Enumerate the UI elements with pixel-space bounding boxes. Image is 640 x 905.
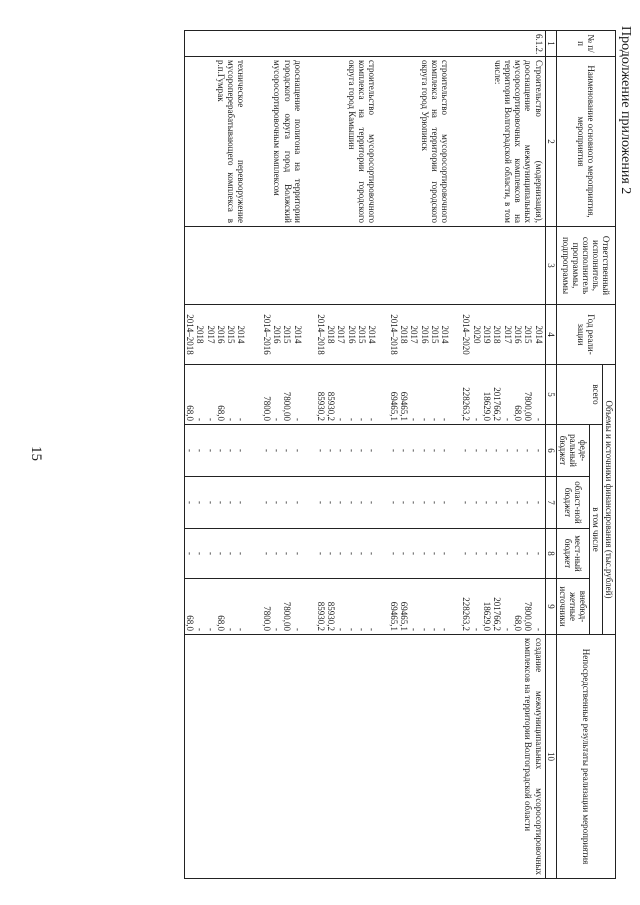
federal-value: - (236, 449, 247, 452)
result-cell (304, 635, 379, 879)
measure-name: техническое перевооружение мусороперерабатывающего комплекса в р.п.Гумрак (184, 57, 247, 227)
total-list (304, 365, 379, 425)
extrabudget-value: - (292, 628, 303, 632)
federal-value: - (482, 449, 493, 452)
local-value: - (195, 552, 206, 555)
page-number: 15 (28, 446, 44, 461)
extrabudget-value: - (226, 628, 237, 632)
federal-list (184, 425, 247, 477)
total-value: 7800,00 (523, 391, 534, 421)
local-list (378, 529, 451, 579)
measure-number (378, 31, 451, 57)
federal-value: - (502, 449, 513, 452)
local-value: - (523, 552, 534, 555)
total-value: 7800,0 (261, 396, 272, 421)
extrabudget-value: - (419, 628, 430, 632)
year-value: 2016 (272, 325, 282, 344)
year-value: 2014–2018 (184, 314, 195, 355)
year-list (247, 305, 303, 365)
regional-list (184, 477, 247, 529)
col-number: 1 (545, 31, 556, 57)
year-value: 2016 (419, 325, 430, 344)
regional-value: - (482, 501, 493, 504)
measure-name: дооснащение полигона на территории городского округа город Волжский мусоросортировочным комплексом (247, 57, 303, 227)
federal-value: - (195, 449, 206, 452)
year-value: 2014 (440, 325, 451, 344)
header-executor: Ответственный исполнитель, соисполнитель программы, подпрограммы (556, 227, 615, 305)
regional-value: - (326, 501, 337, 504)
year-value: 2015 (357, 325, 368, 344)
header-total: всего (556, 365, 602, 425)
extrabudget-list (451, 579, 545, 635)
year-list (378, 305, 451, 365)
extrabudget-value: - (357, 628, 368, 632)
table-body (184, 31, 545, 879)
total-value: 68,0 (184, 405, 195, 421)
federal-value: - (429, 449, 440, 452)
regional-list (378, 477, 451, 529)
extrabudget-value: - (195, 628, 206, 632)
extrabudget-list (304, 579, 379, 635)
year-value: 2014–2020 (461, 314, 472, 355)
local-value: - (236, 552, 247, 555)
year-list (451, 305, 545, 365)
extrabudget-value: 69465,1 (388, 601, 399, 632)
extrabudget-value: - (205, 628, 216, 632)
local-value: - (326, 552, 337, 555)
result-cell: создание межмуниципальных мусоросортировочных комплексов на территории Волгоградской области (451, 635, 545, 879)
total-value: - (195, 418, 206, 421)
year-value: 2018 (398, 325, 409, 344)
year-value: 2017 (205, 325, 216, 344)
extrabudget-value: 68,0 (184, 615, 195, 632)
total-value: 68,0 (512, 405, 523, 421)
local-value: - (461, 552, 472, 555)
extrabudget-value: - (272, 628, 282, 632)
measure-name: строительство мусоросортировочного комплекса на территории городского округа город Камышин (304, 57, 379, 227)
extrabudget-value: 69465,1 (398, 601, 409, 632)
local-value: - (357, 552, 368, 555)
header-year: Год реали-зации (556, 305, 615, 365)
total-value: 85930,2 (326, 391, 337, 421)
regional-value: - (336, 501, 347, 504)
regional-value: - (315, 501, 326, 504)
measure-number: 6.1.2. (451, 31, 545, 57)
year-value: 2020 (471, 325, 482, 344)
regional-value: - (429, 501, 440, 504)
year-list (184, 305, 247, 365)
year-value: 2016 (346, 325, 357, 344)
total-value: 68,0 (215, 405, 226, 421)
total-value: 228263,2 (461, 387, 472, 421)
year-value: 2018 (492, 325, 503, 344)
regional-value: - (367, 501, 378, 504)
local-value: - (292, 552, 303, 555)
local-value: - (184, 552, 195, 555)
header-local: мест-ный бюджет (556, 529, 589, 579)
header-including: в том числе (589, 425, 602, 635)
regional-value: - (195, 501, 206, 504)
year-value: 2017 (502, 325, 513, 344)
extrabudget-value: 201766,2 (492, 597, 503, 632)
federal-value: - (336, 449, 347, 452)
header-funding: Объемы и источники финансирования (тыс.рублей) (602, 365, 615, 635)
year-value: 2018 (195, 325, 206, 344)
year-value: 2016 (512, 325, 523, 344)
extrabudget-value: - (471, 628, 482, 632)
federal-value: - (388, 449, 399, 452)
federal-value: - (205, 449, 216, 452)
total-value: 201766,2 (492, 387, 503, 421)
year-value: 2014 (292, 325, 303, 344)
year-value: 2017 (409, 325, 420, 344)
federal-value: - (512, 449, 523, 452)
col-number: 3 (545, 227, 556, 305)
measure-group-row (304, 31, 379, 879)
local-value: - (533, 552, 544, 555)
total-value: 69465,1 (398, 391, 409, 421)
year-value: 2015 (429, 325, 440, 344)
total-list (247, 365, 303, 425)
extrabudget-value: - (502, 628, 513, 632)
executor-cell (184, 227, 247, 305)
extrabudget-value: - (367, 628, 378, 632)
local-value: - (471, 552, 482, 555)
federal-value: - (346, 449, 357, 452)
col-number: 8 (545, 529, 556, 579)
local-list (451, 529, 545, 579)
total-list (184, 365, 247, 425)
measure-number (184, 31, 247, 57)
regional-value: - (440, 501, 451, 504)
year-list (304, 305, 379, 365)
measure-group-row (378, 31, 451, 879)
header-federal: феде-ральный бюджет (556, 425, 589, 477)
total-value: - (357, 418, 368, 421)
regional-value: - (346, 501, 357, 504)
federal-value: - (440, 449, 451, 452)
local-value: - (226, 552, 237, 555)
total-value: - (533, 418, 544, 421)
federal-value: - (215, 449, 226, 452)
executor-cell (378, 227, 451, 305)
local-value: - (336, 552, 347, 555)
extrabudget-value: 7800,00 (523, 601, 534, 632)
executor-cell (451, 227, 545, 305)
extrabudget-value: - (346, 628, 357, 632)
local-value: - (272, 552, 282, 555)
regional-value: - (492, 501, 503, 504)
measure-name: строительство мусоросортировочного комплекса на территории городского округа город Урюпинск (378, 57, 451, 227)
col-number: 4 (545, 305, 556, 365)
regional-value: - (236, 501, 247, 504)
result-cell (378, 635, 451, 879)
extrabudget-list (378, 579, 451, 635)
total-value: 85930,2 (315, 391, 326, 421)
extrabudget-value: 85930,2 (315, 601, 326, 632)
extrabudget-list (247, 579, 303, 635)
measure-name: Строительство (модернизация), дооснащение межмуниципальных мусоросортировочных комплексов на территории Волгоградской области, в том числе: (451, 57, 545, 227)
measure-group-row (451, 31, 545, 879)
local-value: - (215, 552, 226, 555)
extrabudget-value: - (409, 628, 420, 632)
regional-value: - (419, 501, 430, 504)
total-value: - (272, 418, 282, 421)
col-number: 7 (545, 477, 556, 529)
extrabudget-value: 228263,2 (461, 597, 472, 632)
federal-value: - (367, 449, 378, 452)
total-value: 7800,00 (282, 391, 293, 421)
federal-value: - (272, 449, 282, 452)
federal-list (304, 425, 379, 477)
local-value: - (502, 552, 513, 555)
local-value: - (482, 552, 493, 555)
regional-value: - (502, 501, 513, 504)
federal-value: - (292, 449, 303, 452)
year-value: 2017 (336, 325, 347, 344)
total-value: - (346, 418, 357, 421)
regional-value: - (184, 501, 195, 504)
regional-value: - (398, 501, 409, 504)
federal-value: - (326, 449, 337, 452)
header-measure-name: Наименование основного мероприятия, мероприятия (556, 57, 615, 227)
total-value: - (336, 418, 347, 421)
total-value: - (409, 418, 420, 421)
federal-value: - (523, 449, 534, 452)
extrabudget-value: - (440, 628, 451, 632)
federal-list (247, 425, 303, 477)
local-value: - (429, 552, 440, 555)
regional-value: - (388, 501, 399, 504)
extrabudget-value: - (429, 628, 440, 632)
federal-value: - (398, 449, 409, 452)
total-value: - (236, 418, 247, 421)
federal-value: - (184, 449, 195, 452)
regional-list (304, 477, 379, 529)
total-value: - (471, 418, 482, 421)
year-value: 2014–2018 (388, 314, 399, 355)
total-value: - (440, 418, 451, 421)
extrabudget-value: 18629,0 (482, 601, 493, 632)
total-value: - (292, 418, 303, 421)
measure-group-row (184, 31, 247, 879)
year-value: 2019 (482, 325, 493, 344)
header-extrabudget: внебюд-жетные источники (556, 579, 589, 635)
local-list (247, 529, 303, 579)
regional-value: - (205, 501, 216, 504)
local-value: - (492, 552, 503, 555)
year-value: 2016 (215, 325, 226, 344)
regional-value: - (357, 501, 368, 504)
total-value: - (205, 418, 216, 421)
measure-number (247, 31, 303, 57)
total-value: - (367, 418, 378, 421)
col-number: 5 (545, 365, 556, 425)
regional-value: - (261, 501, 272, 504)
header-regional: област-ной бюджет (556, 477, 589, 529)
regional-value: - (533, 501, 544, 504)
local-value: - (282, 552, 293, 555)
local-value: - (315, 552, 326, 555)
extrabudget-value: 68,0 (215, 615, 226, 632)
extrabudget-value: 7800,00 (282, 601, 293, 632)
year-value: 2015 (523, 325, 534, 344)
extrabudget-value: 68,0 (512, 615, 523, 632)
local-value: - (388, 552, 399, 555)
extrabudget-value: - (533, 628, 544, 632)
extrabudget-value: 7800,0 (261, 606, 272, 632)
year-value: 2014 (533, 325, 544, 344)
federal-value: - (461, 449, 472, 452)
regional-value: - (282, 501, 293, 504)
regional-value: - (409, 501, 420, 504)
regional-value: - (512, 501, 523, 504)
year-value: 2014–2016 (261, 314, 272, 355)
result-cell (247, 635, 303, 879)
local-value: - (512, 552, 523, 555)
executor-cell (247, 227, 303, 305)
year-value: 2015 (226, 325, 237, 344)
col-number: 9 (545, 579, 556, 635)
local-value: - (409, 552, 420, 555)
federal-value: - (261, 449, 272, 452)
total-value: 69465,1 (388, 391, 399, 421)
extrabudget-value: - (336, 628, 347, 632)
federal-value: - (492, 449, 503, 452)
regional-value: - (226, 501, 237, 504)
federal-value: - (315, 449, 326, 452)
federal-value: - (226, 449, 237, 452)
executor-cell (304, 227, 379, 305)
regional-list (247, 477, 303, 529)
local-value: - (419, 552, 430, 555)
local-value: - (346, 552, 357, 555)
local-value: - (398, 552, 409, 555)
regional-value: - (272, 501, 282, 504)
federal-value: - (282, 449, 293, 452)
measure-number (304, 31, 379, 57)
federal-list (378, 425, 451, 477)
local-value: - (261, 552, 272, 555)
year-value: 2014–2018 (315, 314, 326, 355)
measure-group-row (247, 31, 303, 879)
program-measures-table (184, 30, 616, 879)
extrabudget-value: - (236, 628, 247, 632)
year-value: 2018 (326, 325, 337, 344)
year-value: 2014 (236, 325, 247, 344)
total-value: - (226, 418, 237, 421)
regional-value: - (471, 501, 482, 504)
federal-value: - (419, 449, 430, 452)
federal-value: - (533, 449, 544, 452)
regional-value: - (461, 501, 472, 504)
result-cell (184, 635, 247, 879)
federal-value: - (471, 449, 482, 452)
extrabudget-value: 85930,2 (326, 601, 337, 632)
col-number: 2 (545, 57, 556, 227)
col-number: 10 (545, 635, 556, 879)
regional-value: - (215, 501, 226, 504)
local-list (184, 529, 247, 579)
regional-value: - (523, 501, 534, 504)
local-value: - (440, 552, 451, 555)
total-value: - (502, 418, 513, 421)
total-value: 18629,0 (482, 391, 493, 421)
appendix-caption: Продолжение приложения 2 (618, 26, 633, 195)
col-number: 6 (545, 425, 556, 477)
total-value: - (419, 418, 430, 421)
regional-list (451, 477, 545, 529)
year-value: 2015 (282, 325, 293, 344)
federal-value: - (409, 449, 420, 452)
extrabudget-list (184, 579, 247, 635)
regional-value: - (292, 501, 303, 504)
header-results: Непосредственные результаты реализации мероприятия (556, 635, 615, 879)
local-value: - (367, 552, 378, 555)
local-value: - (205, 552, 216, 555)
year-value: 2014 (367, 325, 378, 344)
federal-value: - (357, 449, 368, 452)
total-list (378, 365, 451, 425)
local-list (304, 529, 379, 579)
header-number: № п/п (556, 31, 615, 57)
total-list (451, 365, 545, 425)
total-value: - (429, 418, 440, 421)
federal-list (451, 425, 545, 477)
